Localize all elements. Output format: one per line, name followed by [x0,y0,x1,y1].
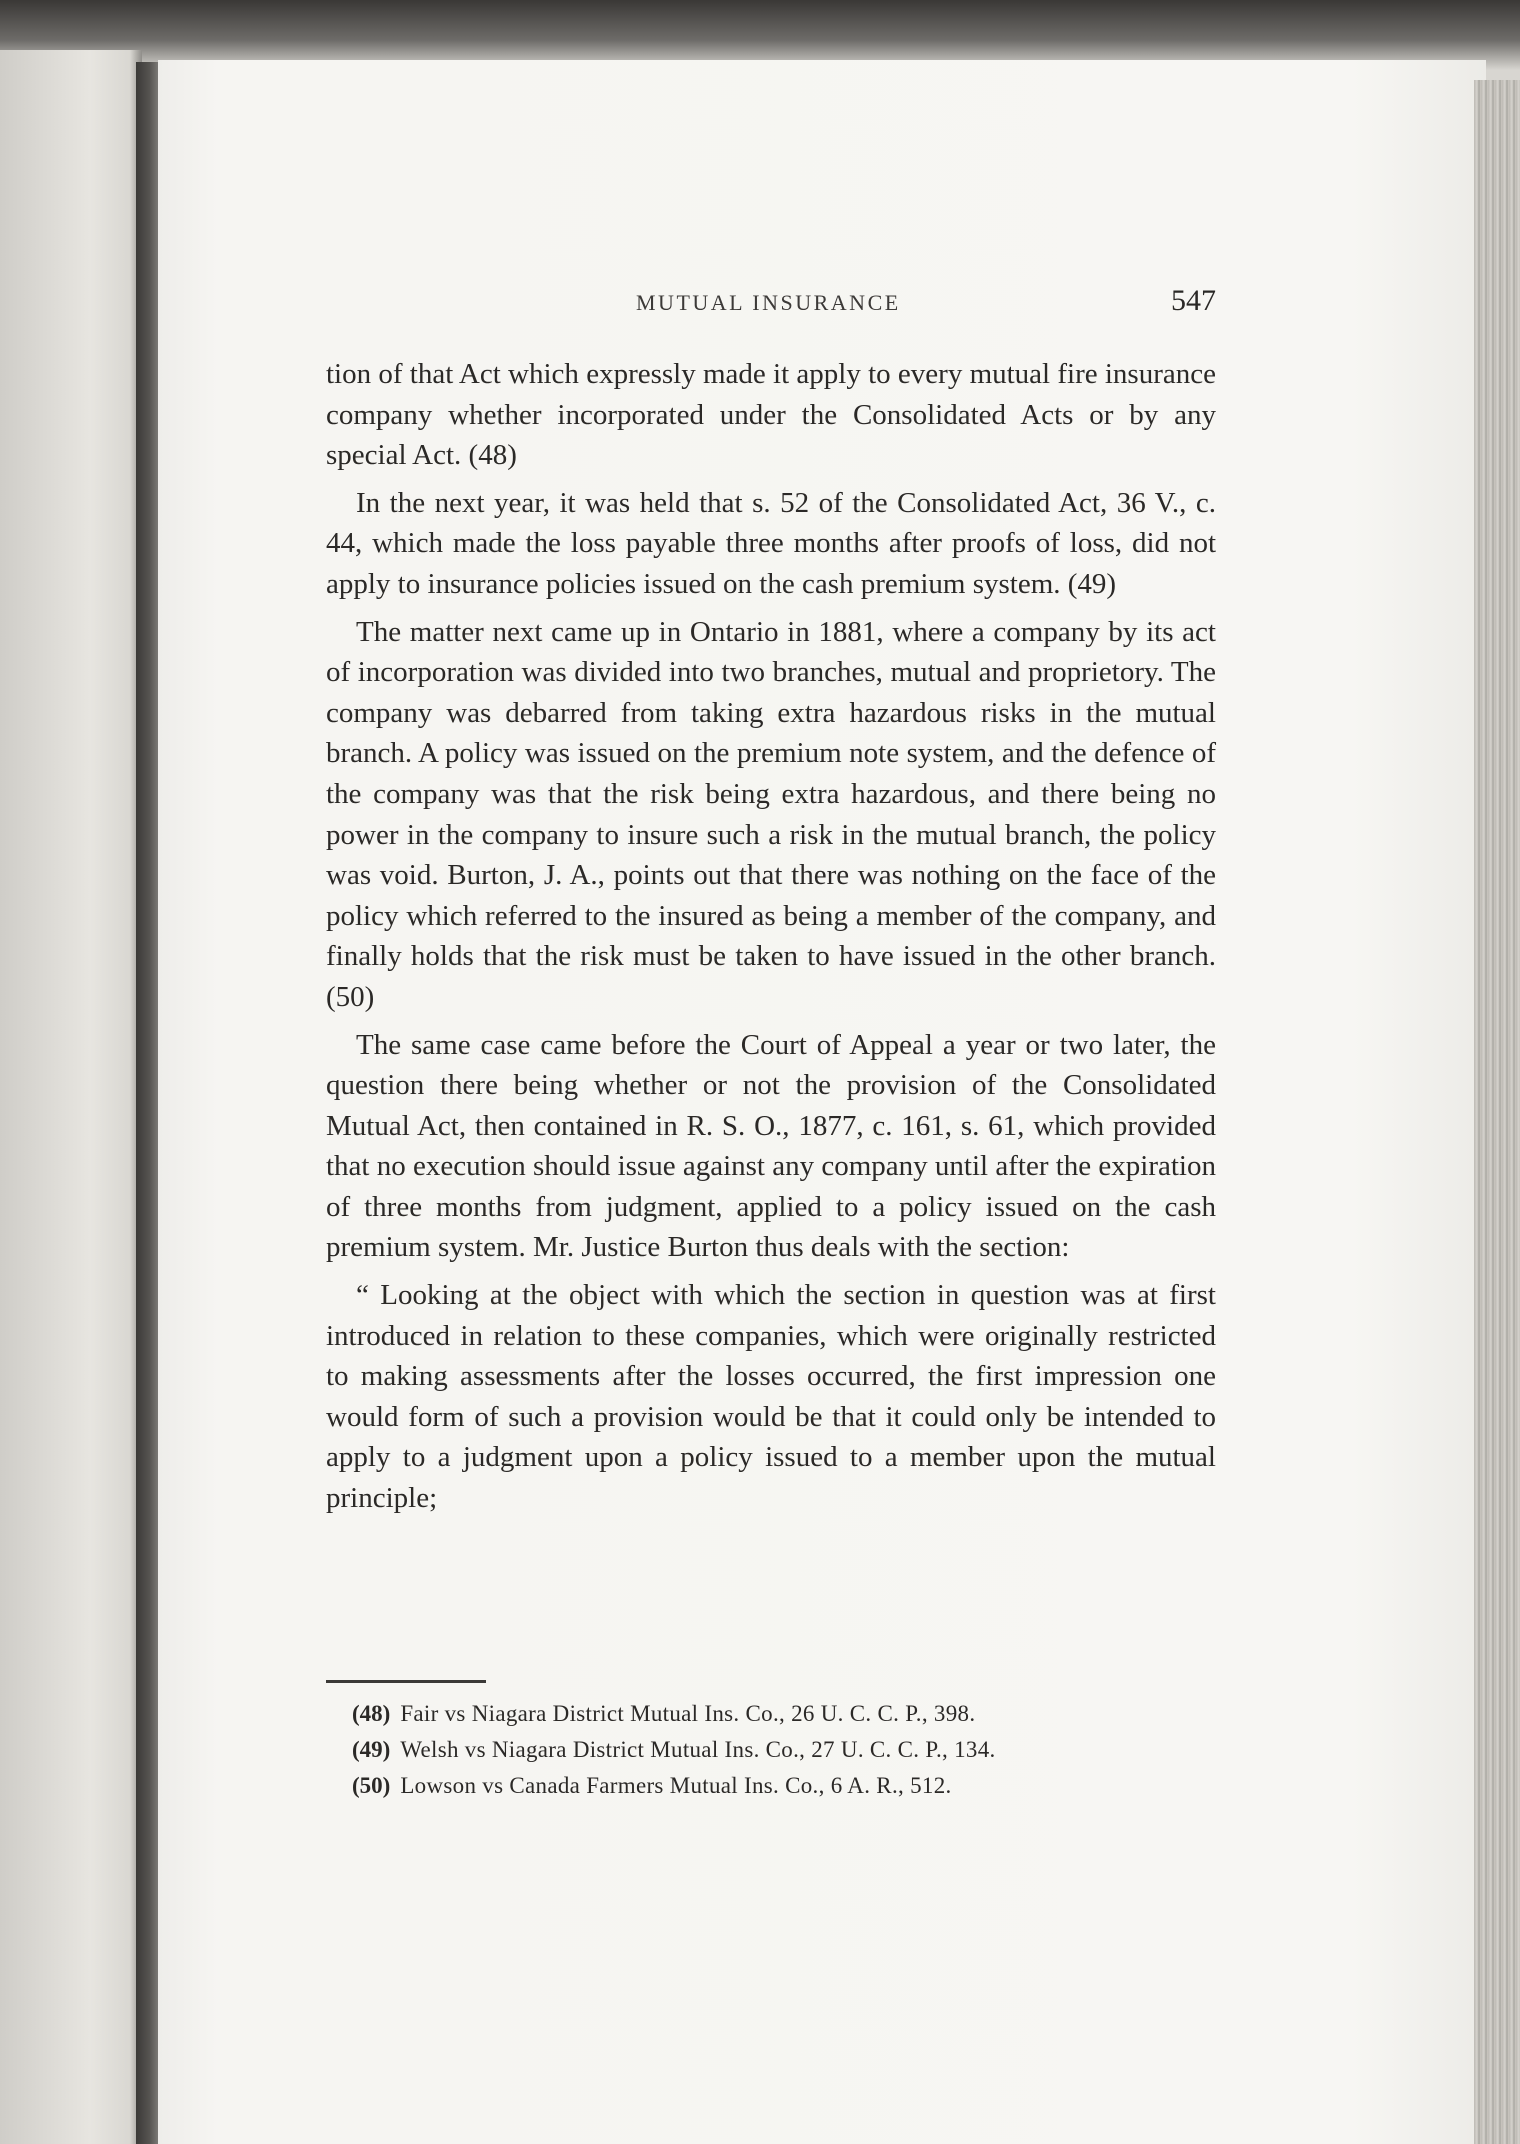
paragraph: The matter next came up in Ontario in 1881, where a company by its act of incorporation was divided into two branches, mutual and proprietory. The company was debarred from taking extra hazardous risks in the mutual branch. A policy was issued on the premium note system, and the defence of the company was that the risk being extra hazardous, and there being no power in the company to insure such a risk in the mutual branch, the policy was void. Burton, J. A., points out that there was nothing on the face of the policy which referred to the insured as being a member of the company, and finally holds that the risk must be taken to have issued in the other branch. (50) [326,615,1216,1013]
paragraph: The same case came before the Court of Appeal a year or two later, the question there being whether or not the provision of the Consolidated Mutual Act, then contained in R. S. O., 1877, c. 161, s. 61, which provided that no execution should issue against any company until after the expiration of three months from judgment, applied to a policy issued on the cash premium system. Mr. Justice Burton thus deals with the section: [326,1028,1216,1264]
running-title: MUTUAL INSURANCE [636,290,901,315]
facing-page-edge [0,50,142,2144]
footnote-text: Fair vs Niagara District Mutual Ins. Co., 26 U. C. C. P., 398. [400,1701,976,1726]
footnote-text: Welsh vs Niagara District Mutual Ins. Co., 27 U. C. C. P., 134. [400,1737,996,1762]
page-stack-edge [1474,80,1520,2144]
book-gutter [136,62,158,2144]
footnote-number: (48) [352,1701,391,1726]
footnotes [326,1696,1216,1804]
running-head [326,284,1216,324]
footnote-text: Lowson vs Canada Farmers Mutual Ins. Co., 6 A. R., 512. [400,1773,952,1798]
body-text [326,354,1216,1526]
footnote-divider [326,1680,486,1683]
paragraph: tion of that Act which expressly made it apply to every mutual fire insurance company whether incorporated under the Consolidated Acts or by any special Act. (48) [326,358,1216,472]
footnote [326,1732,1216,1768]
page-number: 547 [1171,284,1216,317]
footnote [326,1768,1216,1804]
paragraph: In the next year, it was held that s. 52 of the Consolidated Act, 36 V., c. 44, which made the loss payable three months after proofs of loss, did not apply to insurance policies issued on the cash premium system. (49) [326,486,1216,600]
footnote-number: (49) [352,1737,391,1762]
quoted-paragraph: “ Looking at the object with which the section in question was at first introduced in relation to these companies, which were originally restricted to making assessments after the losses occurred, the first impression one would form of such a provision would be that it could only be intended to apply to a judgment upon a policy issued to a member upon the mutual principle; [326,1279,1216,1515]
footnote-number: (50) [352,1773,391,1798]
footnote [326,1696,1216,1732]
